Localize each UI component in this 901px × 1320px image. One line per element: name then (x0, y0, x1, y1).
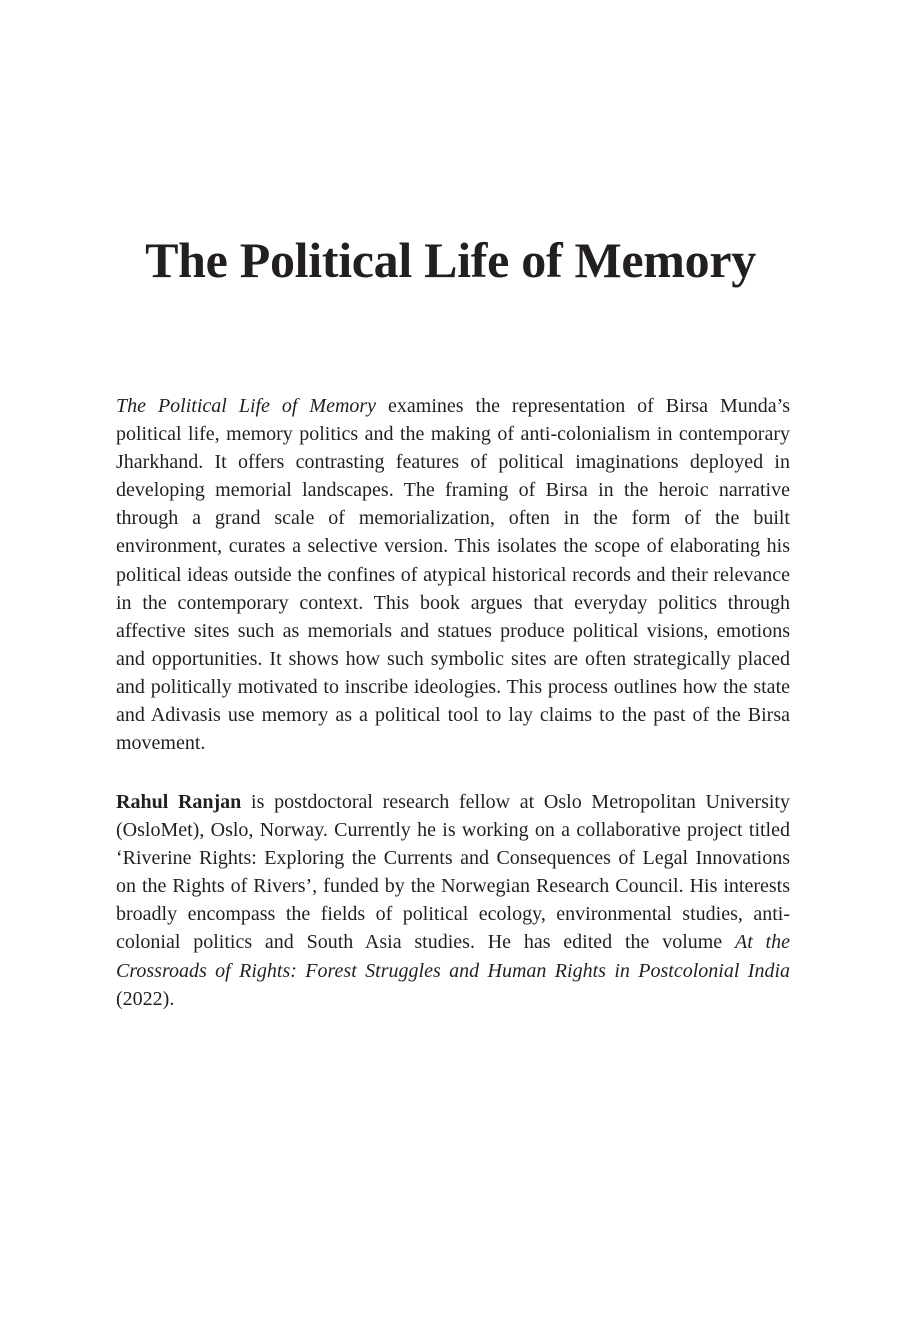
author-name: Rahul Ranjan (116, 791, 242, 813)
author-bio-text: is postdoctoral research fellow at Oslo Metropolitan University (OsloMet), Oslo, Norway. Currently he is working on a collaborative project titled ‘Riverine Rights: Exploring the Currents and Consequences of Legal Innovations on the Rights of Rivers’, funded by the Norwegian Research Council. His interests broadly encompass the fields of political ecology, environmental studies, anti-colonial politics and South Asia studies. He has edited the volume (116, 791, 790, 954)
book-description (116, 392, 790, 757)
page-title: The Political Life of Memory (145, 232, 756, 288)
author-bio (116, 788, 790, 1013)
edited-volume-year: (2022). (116, 987, 175, 1010)
book-description-text: examines the representation of Birsa Munda’s political life, memory politics and the making of anti-colonialism in contemporary Jharkhand. It offers contrasting features of political imaginations deployed in developing memorial landscapes. The framing of Birsa in the heroic narrative through a grand scale of memorialization, often in the form of the built environment, curates a selective version. This isolates the scope of elaborating his political ideas outside the confines of atypical historical records and their relevance in the contemporary context. This book argues that everyday politics through affective sites such as memorials and statues produce political visions, emotions and opportunities. It shows how such symbolic sites are often strategically placed and politically motivated to inscribe ideologies. This process outlines how the state and Adivasis use memory as a political tool to lay claims to the past of the Birsa movement. (116, 395, 790, 755)
book-title-inline: The Political Life of Memory (116, 395, 377, 417)
edited-volume-title: At the Crossroads of Rights: Forest Struggles and Human Rights in Postcolonial India (116, 931, 790, 982)
